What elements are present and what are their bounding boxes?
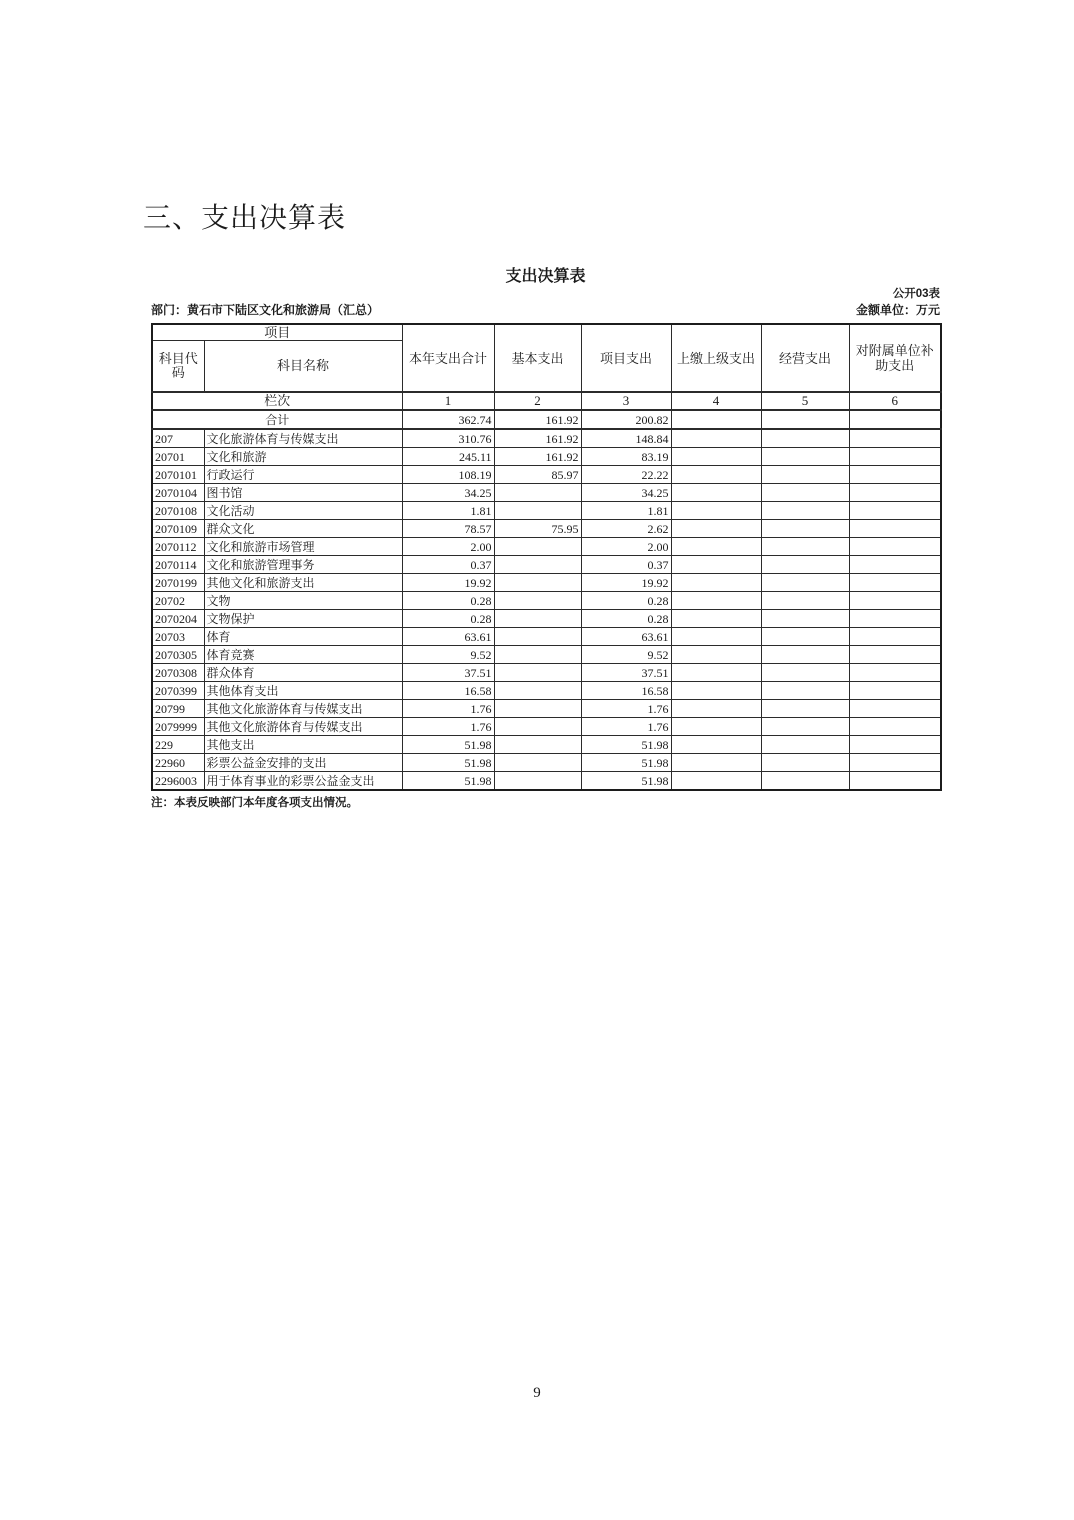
row-value-cell: 51.98 bbox=[581, 736, 671, 754]
header-col-total: 本年支出合计 bbox=[402, 324, 494, 392]
table-row bbox=[152, 448, 941, 466]
row-name-cell: 群众文化 bbox=[204, 520, 402, 538]
row-name-cell: 文化活动 bbox=[204, 502, 402, 520]
row-value-cell bbox=[761, 538, 849, 556]
lanci-number: 3 bbox=[581, 392, 671, 410]
row-name-cell: 彩票公益金安排的支出 bbox=[204, 754, 402, 772]
table-note: 注：本表反映部门本年度各项支出情况。 bbox=[151, 797, 358, 809]
row-value-cell: 0.28 bbox=[402, 610, 494, 628]
row-value-cell: 1.81 bbox=[581, 502, 671, 520]
row-value-cell: 9.52 bbox=[402, 646, 494, 664]
row-value-cell: 1.76 bbox=[402, 718, 494, 736]
table-row bbox=[152, 574, 941, 592]
row-value-cell bbox=[494, 502, 581, 520]
row-value-cell bbox=[494, 484, 581, 502]
row-value-cell: 245.11 bbox=[402, 448, 494, 466]
table-row bbox=[152, 664, 941, 682]
row-code-cell: 2070204 bbox=[152, 610, 204, 628]
row-value-cell: 51.98 bbox=[402, 772, 494, 791]
row-value-cell bbox=[494, 610, 581, 628]
lanci-number: 5 bbox=[761, 392, 849, 410]
row-code-cell: 2070305 bbox=[152, 646, 204, 664]
row-value-cell: 83.19 bbox=[581, 448, 671, 466]
row-value-cell bbox=[494, 754, 581, 772]
table-row bbox=[152, 556, 941, 574]
section-heading: 三、支出决算表 bbox=[143, 203, 347, 234]
row-value-cell bbox=[761, 466, 849, 484]
row-value-cell: 161.92 bbox=[494, 429, 581, 448]
row-value-cell bbox=[494, 736, 581, 754]
column-index-row bbox=[152, 392, 941, 410]
row-value-cell: 2.62 bbox=[581, 520, 671, 538]
header-col-subsidy: 对附属单位补助支出 bbox=[849, 324, 941, 392]
row-value-cell bbox=[494, 772, 581, 791]
row-value-cell bbox=[849, 610, 941, 628]
row-value-cell bbox=[494, 700, 581, 718]
row-value-cell: 310.76 bbox=[402, 429, 494, 448]
table-row bbox=[152, 520, 941, 538]
row-value-cell bbox=[761, 484, 849, 502]
row-value-cell: 148.84 bbox=[581, 429, 671, 448]
row-name-cell: 文化和旅游市场管理 bbox=[204, 538, 402, 556]
lanci-label: 栏次 bbox=[152, 392, 402, 410]
row-name-cell: 其他体育支出 bbox=[204, 682, 402, 700]
row-value-cell bbox=[671, 484, 761, 502]
row-value-cell bbox=[494, 718, 581, 736]
table-row bbox=[152, 538, 941, 556]
header-col-operating: 经营支出 bbox=[761, 324, 849, 392]
row-value-cell: 63.61 bbox=[402, 628, 494, 646]
row-value-cell bbox=[494, 574, 581, 592]
total-value-cell: 362.74 bbox=[402, 410, 494, 429]
row-value-cell bbox=[849, 520, 941, 538]
row-value-cell bbox=[671, 429, 761, 448]
row-value-cell: 19.92 bbox=[402, 574, 494, 592]
row-value-cell bbox=[671, 466, 761, 484]
total-value-cell bbox=[849, 410, 941, 429]
lanci-number: 2 bbox=[494, 392, 581, 410]
row-code-cell: 20799 bbox=[152, 700, 204, 718]
row-code-cell: 229 bbox=[152, 736, 204, 754]
row-value-cell bbox=[671, 772, 761, 791]
row-code-cell: 20701 bbox=[152, 448, 204, 466]
row-value-cell bbox=[849, 628, 941, 646]
row-code-cell: 2070399 bbox=[152, 682, 204, 700]
row-name-cell: 文物保护 bbox=[204, 610, 402, 628]
row-value-cell bbox=[671, 556, 761, 574]
table-row bbox=[152, 736, 941, 754]
row-name-cell: 其他文化旅游体育与传媒支出 bbox=[204, 700, 402, 718]
table-row bbox=[152, 700, 941, 718]
row-value-cell: 63.61 bbox=[581, 628, 671, 646]
row-value-cell bbox=[761, 718, 849, 736]
row-value-cell: 1.76 bbox=[402, 700, 494, 718]
row-name-cell: 体育 bbox=[204, 628, 402, 646]
row-value-cell bbox=[671, 646, 761, 664]
row-value-cell bbox=[849, 646, 941, 664]
row-value-cell: 78.57 bbox=[402, 520, 494, 538]
row-value-cell bbox=[849, 429, 941, 448]
row-value-cell bbox=[494, 664, 581, 682]
table-row bbox=[152, 466, 941, 484]
row-value-cell bbox=[761, 664, 849, 682]
row-value-cell bbox=[761, 502, 849, 520]
row-value-cell bbox=[849, 502, 941, 520]
table-row bbox=[152, 610, 941, 628]
row-value-cell: 16.58 bbox=[581, 682, 671, 700]
row-value-cell: 108.19 bbox=[402, 466, 494, 484]
row-value-cell bbox=[849, 556, 941, 574]
row-value-cell: 1.81 bbox=[402, 502, 494, 520]
row-name-cell: 群众体育 bbox=[204, 664, 402, 682]
row-value-cell: 37.51 bbox=[402, 664, 494, 682]
row-value-cell: 0.37 bbox=[402, 556, 494, 574]
sheet-code-label: 公开03表 bbox=[892, 288, 940, 300]
row-value-cell bbox=[761, 628, 849, 646]
row-value-cell: 34.25 bbox=[581, 484, 671, 502]
page-number: 9 bbox=[533, 1385, 541, 1401]
row-value-cell bbox=[849, 592, 941, 610]
row-code-cell: 207 bbox=[152, 429, 204, 448]
row-value-cell bbox=[761, 574, 849, 592]
row-value-cell: 0.37 bbox=[581, 556, 671, 574]
row-code-cell: 2070199 bbox=[152, 574, 204, 592]
total-value-cell: 200.82 bbox=[581, 410, 671, 429]
row-value-cell bbox=[494, 538, 581, 556]
row-name-cell: 行政运行 bbox=[204, 466, 402, 484]
row-value-cell bbox=[849, 700, 941, 718]
header-col-basic: 基本支出 bbox=[494, 324, 581, 392]
row-value-cell bbox=[671, 574, 761, 592]
row-value-cell bbox=[849, 538, 941, 556]
row-value-cell bbox=[671, 664, 761, 682]
total-value-cell bbox=[761, 410, 849, 429]
row-value-cell bbox=[671, 502, 761, 520]
row-value-cell: 16.58 bbox=[402, 682, 494, 700]
row-value-cell: 1.76 bbox=[581, 700, 671, 718]
row-value-cell bbox=[671, 736, 761, 754]
row-value-cell: 22.22 bbox=[581, 466, 671, 484]
row-code-cell: 2070101 bbox=[152, 466, 204, 484]
row-value-cell: 2.00 bbox=[581, 538, 671, 556]
row-value-cell bbox=[761, 610, 849, 628]
row-value-cell bbox=[761, 448, 849, 466]
row-value-cell bbox=[494, 556, 581, 574]
row-value-cell bbox=[849, 682, 941, 700]
table-row bbox=[152, 484, 941, 502]
row-value-cell: 2.00 bbox=[402, 538, 494, 556]
row-value-cell bbox=[494, 682, 581, 700]
row-code-cell: 2070114 bbox=[152, 556, 204, 574]
row-value-cell: 9.52 bbox=[581, 646, 671, 664]
row-value-cell bbox=[761, 556, 849, 574]
row-value-cell bbox=[761, 682, 849, 700]
header-col-name: 科目名称 bbox=[204, 341, 402, 393]
row-value-cell bbox=[849, 574, 941, 592]
row-value-cell: 34.25 bbox=[402, 484, 494, 502]
row-name-cell: 体育竞赛 bbox=[204, 646, 402, 664]
row-value-cell: 51.98 bbox=[581, 772, 671, 791]
row-value-cell bbox=[671, 538, 761, 556]
row-value-cell bbox=[671, 754, 761, 772]
total-row bbox=[152, 410, 941, 429]
row-code-cell: 22960 bbox=[152, 754, 204, 772]
row-value-cell bbox=[849, 664, 941, 682]
table-title: 支出决算表 bbox=[505, 268, 586, 285]
table-row bbox=[152, 718, 941, 736]
row-code-cell: 2296003 bbox=[152, 772, 204, 791]
row-name-cell: 文物 bbox=[204, 592, 402, 610]
row-value-cell bbox=[849, 718, 941, 736]
row-code-cell: 2079999 bbox=[152, 718, 204, 736]
row-value-cell bbox=[761, 429, 849, 448]
header-col-upper: 上缴上级支出 bbox=[671, 324, 761, 392]
row-value-cell: 51.98 bbox=[402, 754, 494, 772]
table-row bbox=[152, 502, 941, 520]
row-value-cell bbox=[671, 448, 761, 466]
table-row bbox=[152, 429, 941, 448]
table-row bbox=[152, 646, 941, 664]
total-value-cell: 161.92 bbox=[494, 410, 581, 429]
row-value-cell bbox=[761, 700, 849, 718]
row-name-cell: 其他文化旅游体育与传媒支出 bbox=[204, 718, 402, 736]
department-label: 部门：黄石市下陆区文化和旅游局（汇总） bbox=[151, 303, 380, 317]
row-code-cell: 2070308 bbox=[152, 664, 204, 682]
row-value-cell: 0.28 bbox=[581, 610, 671, 628]
row-value-cell: 75.95 bbox=[494, 520, 581, 538]
table-row bbox=[152, 754, 941, 772]
row-value-cell bbox=[761, 772, 849, 791]
header-project-group: 项目 bbox=[152, 324, 402, 341]
row-code-cell: 20703 bbox=[152, 628, 204, 646]
row-code-cell: 2070108 bbox=[152, 502, 204, 520]
row-value-cell bbox=[849, 484, 941, 502]
row-code-cell: 2070112 bbox=[152, 538, 204, 556]
row-value-cell bbox=[671, 610, 761, 628]
table-header bbox=[152, 324, 941, 410]
table-row bbox=[152, 592, 941, 610]
lanci-number: 6 bbox=[849, 392, 941, 410]
row-name-cell: 其他支出 bbox=[204, 736, 402, 754]
row-name-cell: 用于体育事业的彩票公益金支出 bbox=[204, 772, 402, 791]
lanci-number: 1 bbox=[402, 392, 494, 410]
row-value-cell bbox=[494, 646, 581, 664]
row-value-cell: 0.28 bbox=[581, 592, 671, 610]
row-value-cell bbox=[761, 646, 849, 664]
row-value-cell: 161.92 bbox=[494, 448, 581, 466]
row-code-cell: 20702 bbox=[152, 592, 204, 610]
row-name-cell: 其他文化和旅游支出 bbox=[204, 574, 402, 592]
row-name-cell: 文化和旅游 bbox=[204, 448, 402, 466]
row-value-cell bbox=[671, 682, 761, 700]
row-value-cell bbox=[849, 754, 941, 772]
row-value-cell bbox=[494, 628, 581, 646]
row-code-cell: 2070104 bbox=[152, 484, 204, 502]
row-value-cell bbox=[671, 592, 761, 610]
row-value-cell: 37.51 bbox=[581, 664, 671, 682]
expenditure-sheet bbox=[151, 268, 940, 810]
row-value-cell: 19.92 bbox=[581, 574, 671, 592]
row-value-cell bbox=[761, 520, 849, 538]
row-code-cell: 2070109 bbox=[152, 520, 204, 538]
row-value-cell bbox=[494, 592, 581, 610]
row-value-cell bbox=[671, 520, 761, 538]
row-value-cell bbox=[849, 736, 941, 754]
table-row bbox=[152, 628, 941, 646]
row-value-cell bbox=[849, 466, 941, 484]
row-name-cell: 文化和旅游管理事务 bbox=[204, 556, 402, 574]
row-value-cell bbox=[761, 736, 849, 754]
row-value-cell bbox=[671, 628, 761, 646]
table-row bbox=[152, 682, 941, 700]
row-value-cell: 85.97 bbox=[494, 466, 581, 484]
header-col-code: 科目代码 bbox=[152, 341, 204, 393]
row-value-cell bbox=[671, 700, 761, 718]
row-value-cell: 51.98 bbox=[402, 736, 494, 754]
row-value-cell bbox=[761, 592, 849, 610]
row-name-cell: 文化旅游体育与传媒支出 bbox=[204, 429, 402, 448]
unit-label: 金额单位：万元 bbox=[855, 303, 940, 317]
total-row-label: 合计 bbox=[152, 410, 402, 429]
total-value-cell bbox=[671, 410, 761, 429]
row-value-cell bbox=[849, 448, 941, 466]
row-name-cell: 图书馆 bbox=[204, 484, 402, 502]
header-col-project: 项目支出 bbox=[581, 324, 671, 392]
table-row bbox=[152, 772, 941, 791]
row-value-cell bbox=[849, 772, 941, 791]
row-value-cell bbox=[761, 754, 849, 772]
row-value-cell: 1.76 bbox=[581, 718, 671, 736]
lanci-number: 4 bbox=[671, 392, 761, 410]
row-value-cell bbox=[671, 718, 761, 736]
row-value-cell: 51.98 bbox=[581, 754, 671, 772]
row-value-cell: 0.28 bbox=[402, 592, 494, 610]
table-body bbox=[152, 410, 941, 790]
expenditure-table bbox=[151, 323, 942, 791]
